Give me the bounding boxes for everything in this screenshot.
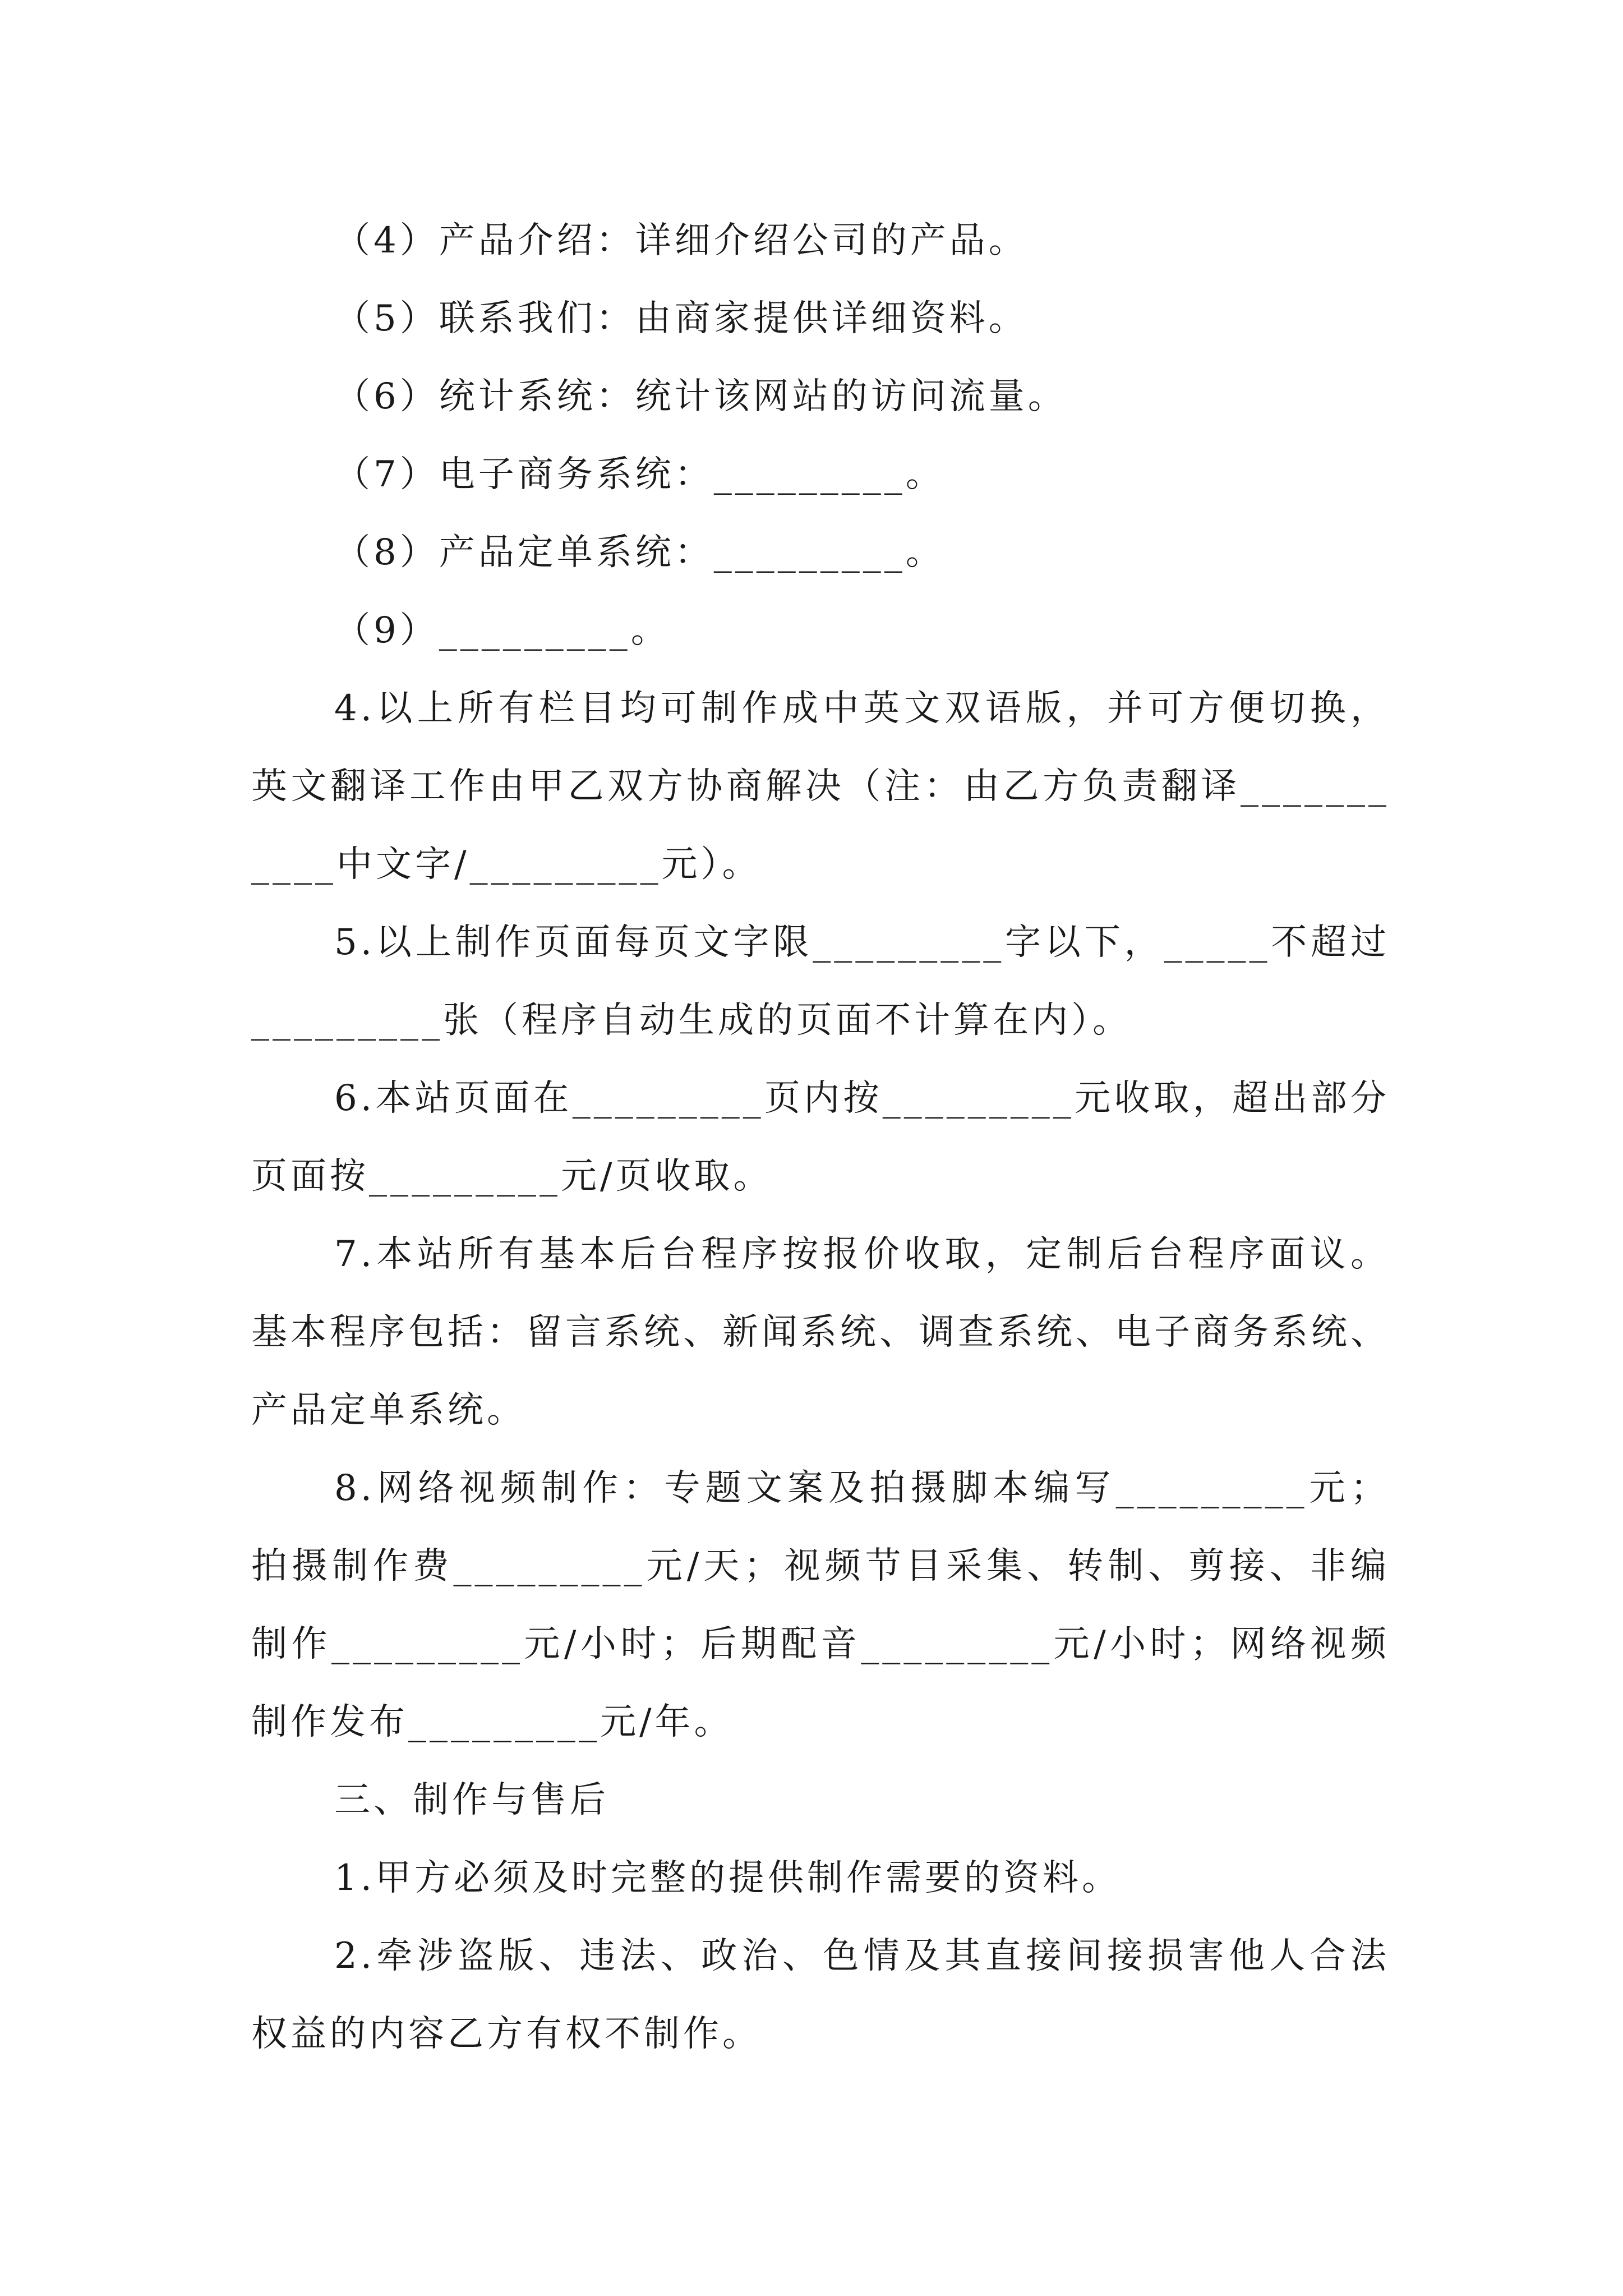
- section-heading-3: 三、制作与售后: [334, 1779, 609, 1821]
- paragraph-clause-5: 5.以上制作页面每页文字限_________字以下，_____不超过_________张（程序自动生成的页面不计算在内）。: [251, 922, 1390, 1041]
- paragraph-item-5: （5）联系我们：由商家提供详细资料。: [334, 298, 1028, 339]
- document-body: [251, 202, 1390, 2073]
- paragraph-clause-8: 8.网络视频制作：专题文案及拍摄脚本编写_________元；拍摄制作费_________元/天；视频节目采集、转制、剪接、非编制作_________元/小时；后期配音_________元/小时；网络视频制作发布_________元/年。: [251, 1467, 1390, 1743]
- paragraph-clause-7: 7.本站所有基本后台程序按报价收取，定制后台程序面议。基本程序包括：留言系统、新闻系统、调查系统、电子商务系统、产品定单系统。: [251, 1234, 1390, 1431]
- paragraph-clause-6: 6.本站页面在_________页内按_________元收取，超出部分页面按_________元/页收取。: [251, 1078, 1390, 1197]
- paragraph-item-8: （8）产品定单系统：_________。: [334, 532, 945, 573]
- paragraph-section3-2: 2.牵涉盗版、违法、政治、色情及其直接间接损害他人合法权益的内容乙方有权不制作。: [251, 1935, 1390, 2055]
- paragraph-item-9: （9）_________。: [334, 610, 670, 651]
- paragraph-section3-1: 1.甲方必须及时完整的提供制作需要的资料。: [334, 1857, 1122, 1899]
- paragraph-item-4: （4）产品介绍：详细介绍公司的产品。: [334, 220, 1028, 261]
- paragraph-item-7: （7）电子商务系统：_________。: [334, 454, 945, 495]
- paragraph-clause-4: 4.以上所有栏目均可制作成中英文双语版，并可方便切换，英文翻译工作由甲乙双方协商解决（注：由乙方负责翻译___________中文字/_________元）。: [251, 688, 1390, 885]
- paragraph-item-6: （6）统计系统：统计该网站的访问流量。: [334, 376, 1067, 417]
